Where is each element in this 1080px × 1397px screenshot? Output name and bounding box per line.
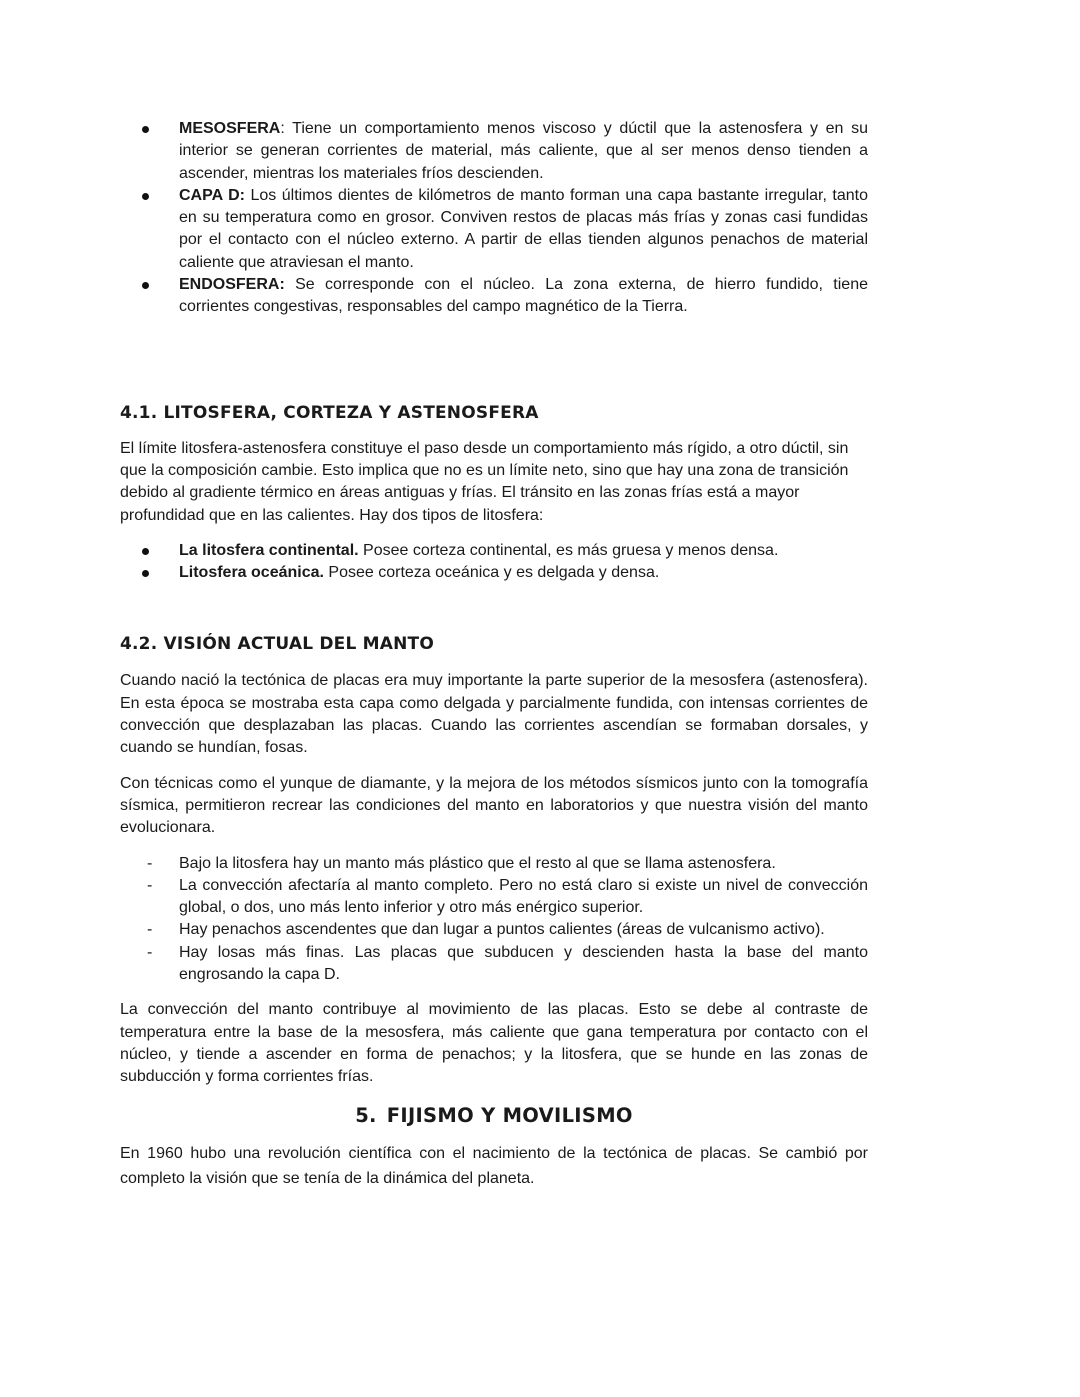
section-number: 5. [355, 1103, 377, 1127]
item-text: Hay losas más finas. Las placas que subducen y descienden hasta la base del manto engrosando la capa D. [179, 943, 868, 984]
list-item [120, 853, 868, 875]
term-label: CAPA D: [179, 186, 245, 204]
list-item [120, 118, 868, 185]
mantle-vision-list [120, 853, 868, 987]
list-item [120, 540, 868, 562]
list-item [120, 185, 868, 274]
section-4-2-paragraph-2: Con técnicas como el yunque de diamante, y la mejora de los métodos sísmicos junto con la tomografía sísmica, permitieron recrear las condiciones del manto en laboratorios y que nuestra visión del manto evolucionara. [120, 774, 868, 837]
earth-layers-list [120, 118, 868, 319]
section-4-1-paragraph: El límite litosfera-astenosfera constituye el paso desde un comportamiento más rígido, a otro dúctil, sin que la composición cambie. Esto implica que no es un límite neto, sino que hay una zona de transición debido al gradiente térmico en áreas antiguas y frías. El tránsito en las zonas frías está a mayor profundidad que en las calientes. Hay dos tipos de litosfera: [120, 439, 849, 524]
term-separator: : [280, 120, 285, 137]
list-item [120, 875, 868, 920]
item-text: Tiene un comportamiento menos viscoso y dúctil que la astenosfera y en su interior se generan corrientes de material, más caliente, que al ser menos denso tienden a ascender, mientras los materiales fríos descienden. [179, 120, 868, 182]
section-title: FIJISMO Y MOVILISMO [386, 1103, 633, 1127]
item-text: Los últimos dientes de kilómetros de manto forman una capa bastante irregular, tanto en su temperatura como en grosor. Conviven restos de placas más frías y zonas casi fundidas por el contacto con el núcleo externo. A partir de ellas tienden algunos penachos de material caliente que atraviesan el manto. [179, 186, 868, 271]
section-4-2-paragraph-1: Cuando nació la tectónica de placas era muy importante la parte superior de la mesosfera (astenosfera). En esta época se mostraba esta capa como delgada y parcialmente fundida, con intensas corrientes de convección que desplazaban las placas. Cuando las corrientes ascendían se formaban dorsales, y cuando se hundían, fosas. [120, 672, 868, 757]
item-text: La convección afectaría al manto completo. Pero no está claro si existe un nivel de convección global, o dos, uno más lento inferior y otro más enérgico superior. [179, 876, 868, 917]
section-heading-4-2: 4.2. VISIÓN ACTUAL DEL MANTO [120, 634, 434, 655]
list-item [120, 919, 868, 941]
lithosphere-types-list [120, 540, 868, 585]
section-heading-5 [120, 1103, 868, 1129]
item-text: Bajo la litosfera hay un manto más plástico que el resto al que se llama astenosfera. [179, 854, 776, 872]
item-text: Posee corteza oceánica y es delgada y densa. [323, 564, 660, 582]
list-item [120, 562, 868, 584]
term-label: La litosfera continental. [179, 541, 359, 559]
item-text: Posee corteza continental, es más gruesa y menos densa. [358, 541, 779, 559]
section-heading-4-1: 4.1. LITOSFERA, CORTEZA Y ASTENOSFERA [120, 402, 539, 423]
term-label: ENDOSFERA: [179, 276, 285, 294]
term-label: MESOSFERA [179, 120, 281, 137]
document-page [120, 118, 868, 1191]
item-text: Hay penachos ascendentes que dan lugar a puntos calientes (áreas de vulcanismo activo). [179, 921, 825, 939]
list-item [120, 274, 868, 319]
item-text: Se corresponde con el núcleo. La zona externa, de hierro fundido, tiene corrientes congestivas, responsables del campo magnético de la Tierra. [179, 276, 868, 316]
section-5-paragraph: En 1960 hubo una revolución científica con el nacimiento de la tectónica de placas. Se cambió por completo la visión que se tenía de la dinámica del planeta. [120, 1144, 868, 1187]
list-item [120, 942, 868, 987]
term-label: Litosfera oceánica. [179, 564, 324, 582]
section-4-2-paragraph-3: La convección del manto contribuye al movimiento de las placas. Esto se debe al contraste de temperatura entre la base de la mesosfera, más caliente que gana temperatura por contacto con el núcleo, y tiende a ascender en forma de penachos; y la litosfera, que se hunde en las zonas de subducción y forma corrientes frías. [120, 1001, 868, 1086]
